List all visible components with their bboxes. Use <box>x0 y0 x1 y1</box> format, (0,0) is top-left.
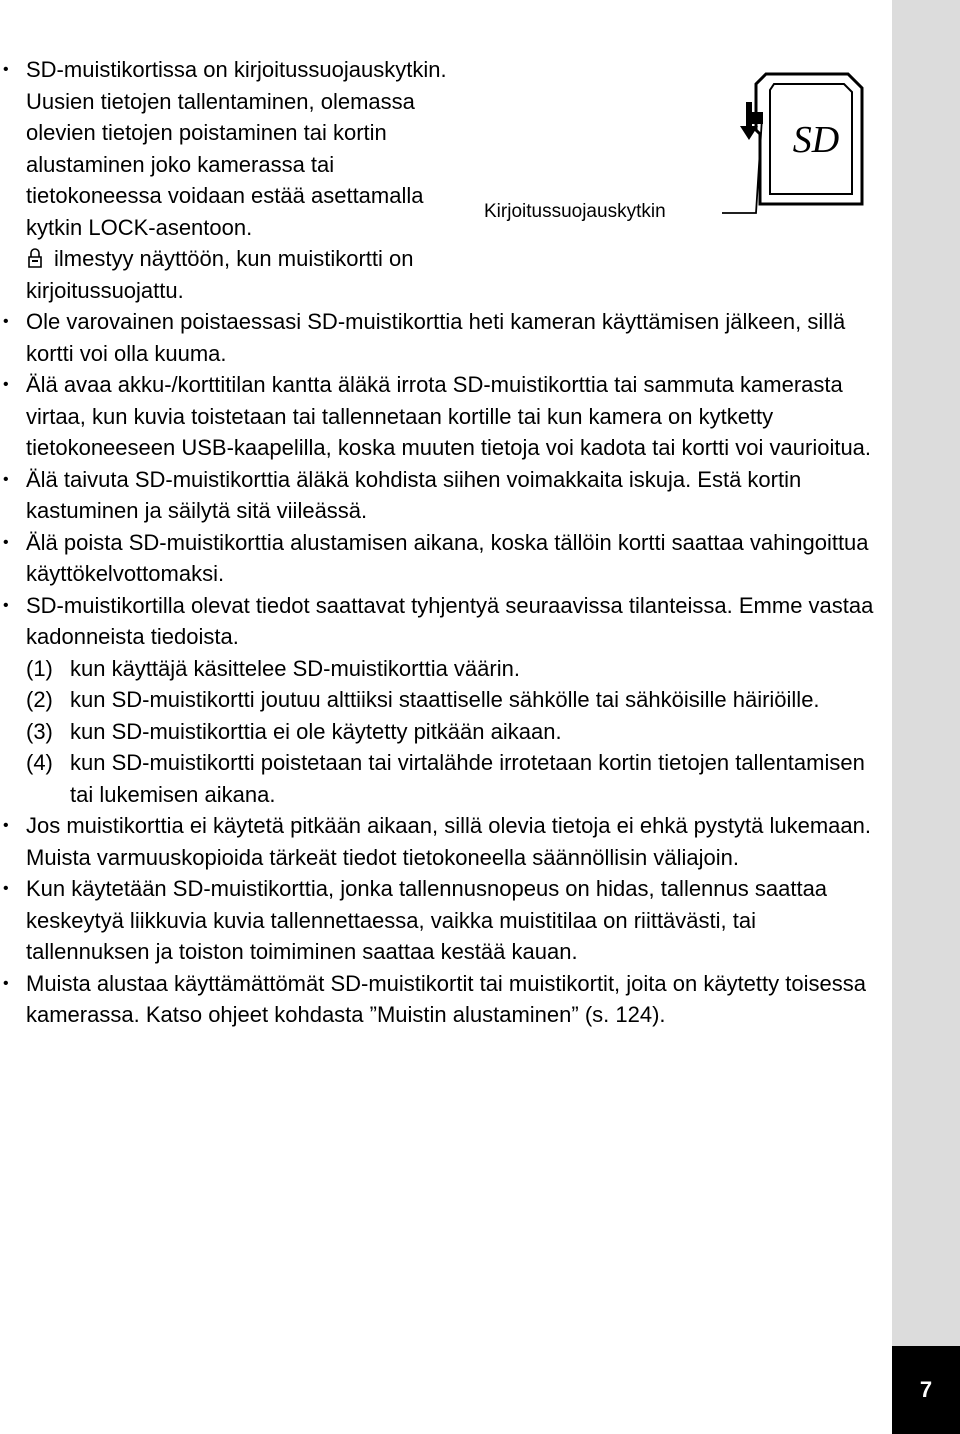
list-item <box>0 306 880 369</box>
numbered-item <box>26 684 880 716</box>
list-item-text: Ole varovainen poistaessasi SD-muistikorttia heti kameran käyttämisen jälkeen, sillä kortti voi olla kuuma. <box>26 309 846 366</box>
page-number: 7 <box>919 1377 933 1402</box>
item-number: (2) <box>26 687 53 712</box>
list-item-text: ilmestyy näyttöön, kun muistikortti on kirjoitussuojattu. <box>26 246 414 303</box>
numbered-item <box>26 747 880 810</box>
list-item <box>0 968 880 1031</box>
item-number: (1) <box>26 655 53 681</box>
main-content <box>0 54 880 1031</box>
list-item <box>0 369 880 464</box>
list-item-text: Muista alustaa käyttämättömät SD-muistikortit tai muistikortit, joita on käytetty toisessa kamerassa. Katso ohjeet kohdasta ”Muistin alustaminen” (s. 124). <box>26 970 866 1027</box>
list-item <box>0 527 880 590</box>
item-number: (3) <box>26 718 53 744</box>
list-item-text: Älä poista SD-muistikorttia alustamisen aikana, koska tällöin kortti saattaa vahingoittua käyttökelvottomaksi. <box>26 529 869 586</box>
page-number-tab <box>892 1346 960 1434</box>
list-item-text: SD-muistikortissa on kirjoitussuojauskytkin. Uusien tietojen tallentaminen, olemassa olevien tietojen poistaminen tai kortin alustaminen joko kamerassa tai tietokoneessa voidaan estää asettamalla kytkin LOCK-asentoon. <box>26 57 447 240</box>
sd-logo: SD <box>792 119 840 161</box>
item-text: kun SD-muistikortti joutuu alttiiksi staattiselle sähkölle tai sähköisille häiriöille. <box>70 687 820 712</box>
item-number: (4) <box>26 750 53 775</box>
list-item-text: Kun käytetään SD-muistikorttia, jonka tallennusnopeus on hidas, tallennus saattaa keskeytyä liikkuvia kuvia tallennettaessa, vaikka muistitilaa on riittävästi, tai tallennuksen ja toiston toimiminen saattaa kestää kauan. <box>26 876 828 964</box>
list-item-text: SD-muistikortilla olevat tiedot saattavat tyhjentyä seuraavissa tilanteissa. Emme vastaa kadonneista tiedoista. <box>26 592 874 649</box>
numbered-item <box>26 653 880 685</box>
item-text: kun SD-muistikorttia ei ole käytetty pitkään aikaan. <box>70 718 562 744</box>
page-sidebar <box>892 0 960 1434</box>
item-text: kun käyttäjä käsittelee SD-muistikorttia väärin. <box>70 655 520 681</box>
list-item <box>0 810 880 873</box>
list-item <box>0 590 880 811</box>
numbered-list <box>26 653 880 811</box>
list-item-text: Älä taivuta SD-muistikorttia äläkä kohdista siihen voimakkaita iskuja. Estä kortin kastuminen ja säilytä sitä viileässä. <box>26 466 802 523</box>
list-item <box>0 873 880 968</box>
list-item-text: Jos muistikorttia ei käytetä pitkään aikaan, sillä olevia tietoja ei ehkä pystytä lukemaan. Muista varmuuskopioida tärkeät tiedot tietokoneella säännöllisin väliajoin. <box>26 813 871 870</box>
precautions-list <box>0 54 880 1031</box>
item-text: kun SD-muistikortti poistetaan tai virtalähde irrotetaan kortin tietojen tallentamisen tai lukemisen aikana. <box>70 750 865 807</box>
write-protect-icon <box>26 248 44 268</box>
numbered-item <box>26 716 880 748</box>
list-item-text: Älä avaa akku-/korttitilan kantta äläkä irrota SD-muistikorttia tai sammuta kamerasta virtaa, kun kuvia toistetaan tai tallennetaan kortille tai kun kamera on kytketty tietokoneeseen USB-kaapelilla, koska muuten tietoja voi kadota tai kortti voi vaurioitua. <box>26 372 872 460</box>
list-item <box>0 464 880 527</box>
list-item <box>0 54 466 306</box>
write-protect-label: Kirjoitussuojauskytkin <box>484 201 666 222</box>
